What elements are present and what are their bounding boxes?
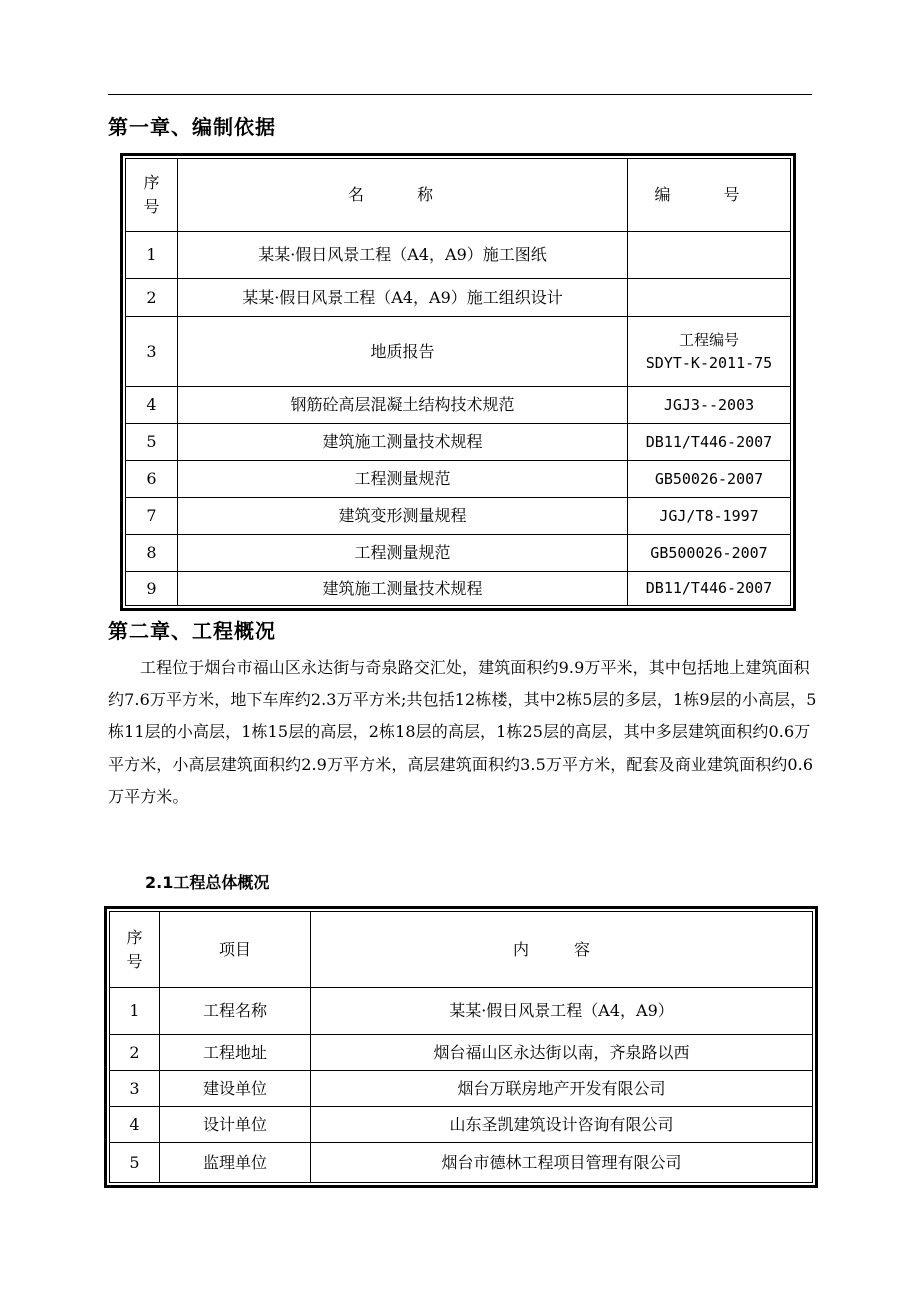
row-code: DB11/T446-2007 [628, 424, 791, 461]
row-no: 7 [126, 498, 178, 535]
row-item: 工程地址 [160, 1035, 311, 1071]
row-item: 工程名称 [160, 988, 311, 1035]
basis-table [125, 158, 791, 606]
row-name: 工程测量规范 [178, 461, 628, 498]
row-item: 设计单位 [160, 1107, 311, 1143]
section-title: 2.1工程总体概况 [145, 873, 270, 892]
table-row [126, 498, 791, 535]
table-row [110, 1107, 813, 1143]
row-no: 4 [110, 1107, 160, 1143]
header-no: 序 号 [110, 912, 160, 988]
overview-paragraph: 工程位于烟台市福山区永达街与奇泉路交汇处，建筑面积约9.9万平米，其中包括地上建筑面积约7.6万平方米，地下车库约2.3万平方米;共包括12栋楼，其中2栋5层的多层，1栋9层的小高层，5栋11层的小高层，1栋15层的高层，2栋18层的高层，1栋25层的高层，其中多层建筑面积约0.6万平方米，小高层建筑面积约2.9万平方米，高层建筑面积约3.5万平方米，配套及商业建筑面积约0.6万平方米。 [108, 658, 817, 806]
row-code: 工程编号 SDYT-K-2011-75 [628, 317, 791, 387]
basis-table-header [126, 159, 791, 232]
table-row [126, 232, 791, 279]
row-no: 5 [126, 424, 178, 461]
row-no: 8 [126, 535, 178, 572]
row-code: JGJ/T8-1997 [628, 498, 791, 535]
table-row [110, 1143, 813, 1183]
row-no: 5 [110, 1143, 160, 1183]
row-item: 监理单位 [160, 1143, 311, 1183]
chapter2-title: 第二章、工程概况 [108, 619, 276, 643]
header-content: 内 容 [311, 912, 813, 988]
row-name: 建筑施工测量技术规程 [178, 424, 628, 461]
row-code [628, 232, 791, 279]
overview-table-header [110, 912, 813, 988]
row-code [628, 279, 791, 317]
chapter1-title: 第一章、编制依据 [108, 115, 276, 139]
table-row [126, 535, 791, 572]
row-code: DB11/T446-2007 [628, 572, 791, 606]
row-name: 建筑变形测量规程 [178, 498, 628, 535]
row-no: 1 [110, 988, 160, 1035]
table-row [126, 572, 791, 606]
table-row [126, 461, 791, 498]
header-rule [108, 94, 812, 95]
header-item: 项目 [160, 912, 311, 988]
header-name: 名 称 [178, 159, 628, 232]
row-name: 地质报告 [178, 317, 628, 387]
header-no: 序 号 [126, 159, 178, 232]
table-row [126, 424, 791, 461]
row-no: 6 [126, 461, 178, 498]
row-content: 烟台福山区永达街以南，齐泉路以西 [311, 1035, 813, 1071]
row-name: 建筑施工测量技术规程 [178, 572, 628, 606]
row-item: 建设单位 [160, 1071, 311, 1107]
header-code: 编 号 [628, 159, 791, 232]
row-name: 钢筋砼高层混凝土结构技术规范 [178, 387, 628, 424]
row-no: 3 [110, 1071, 160, 1107]
row-no: 4 [126, 387, 178, 424]
table-row [110, 1035, 813, 1071]
row-content: 烟台市德林工程项目管理有限公司 [311, 1143, 813, 1183]
row-content: 某某·假日风景工程（A4，A9） [311, 988, 813, 1035]
table-row [110, 1071, 813, 1107]
row-code: GB500026-2007 [628, 535, 791, 572]
row-code: GB50026-2007 [628, 461, 791, 498]
basis-table-frame [120, 153, 796, 611]
row-content: 山东圣凯建筑设计咨询有限公司 [311, 1107, 813, 1143]
table-row [126, 317, 791, 387]
row-no: 3 [126, 317, 178, 387]
row-content: 烟台万联房地产开发有限公司 [311, 1071, 813, 1107]
table-row [126, 279, 791, 317]
table-row [126, 387, 791, 424]
row-no: 1 [126, 232, 178, 279]
row-no: 2 [110, 1035, 160, 1071]
overview-table [109, 911, 813, 1183]
row-name: 某某·假日风景工程（A4，A9）施工组织设计 [178, 279, 628, 317]
row-code: JGJ3--2003 [628, 387, 791, 424]
row-name: 某某·假日风景工程（A4，A9）施工图纸 [178, 232, 628, 279]
row-no: 9 [126, 572, 178, 606]
overview-table-frame [104, 906, 818, 1188]
row-name: 工程测量规范 [178, 535, 628, 572]
row-no: 2 [126, 279, 178, 317]
table-row [110, 988, 813, 1035]
